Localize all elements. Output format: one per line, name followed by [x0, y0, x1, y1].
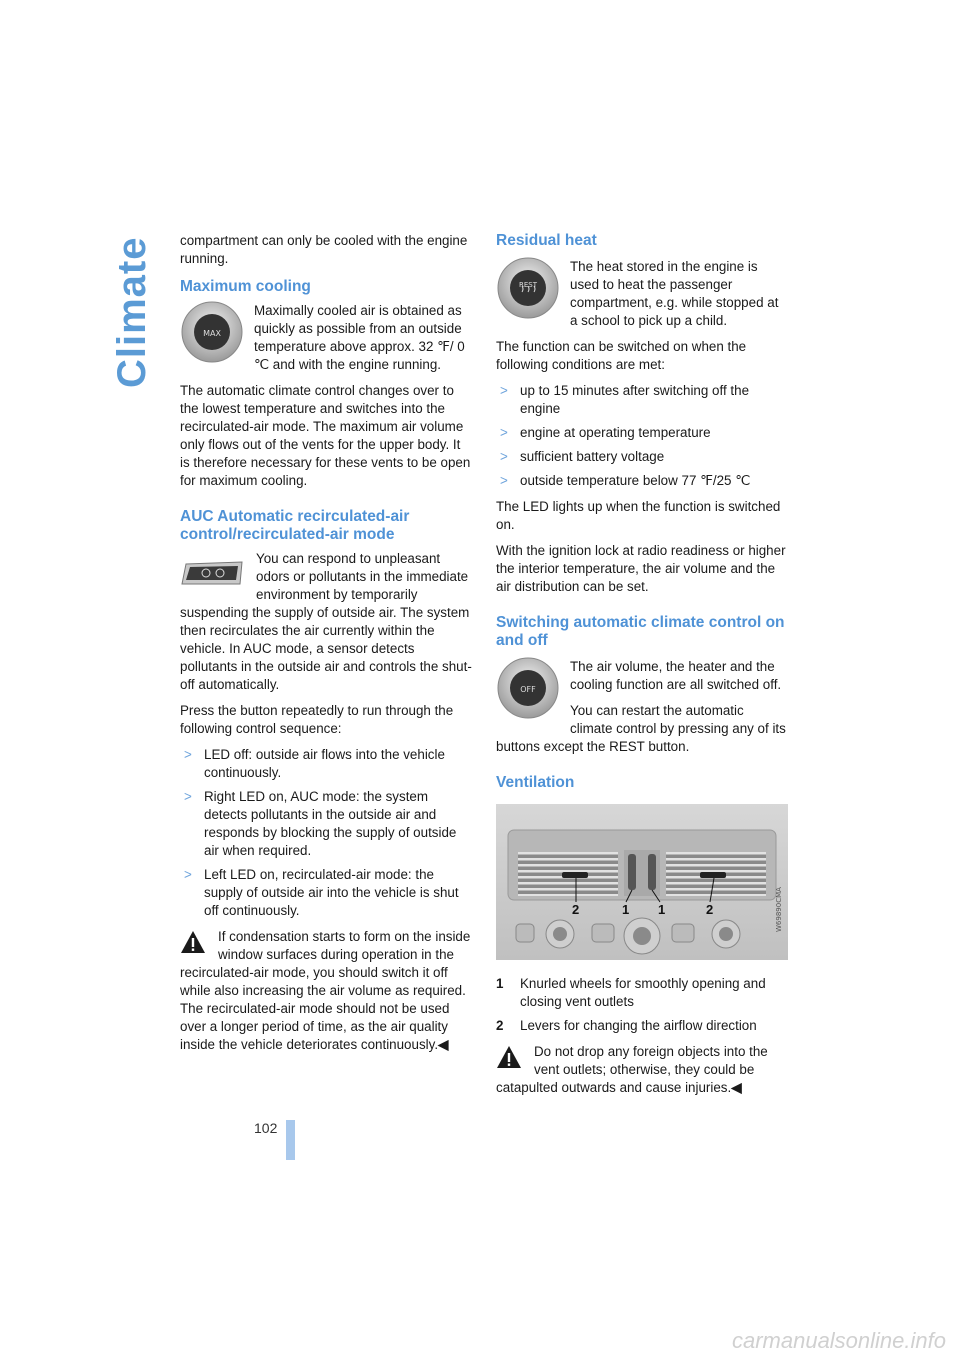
auc-button-icon: [180, 558, 246, 588]
list-item: > Right LED on, AUC mode: the system detects pollutants in the outside air and responds by blocking the supply of outside air when required.: [184, 789, 457, 858]
page-accent-bar: [286, 1120, 295, 1160]
switching-section: [496, 656, 788, 756]
auc-section: [180, 550, 472, 1054]
rest-button-label: REST: [518, 281, 538, 289]
heading-maximum-cooling: Maximum cooling: [180, 278, 311, 295]
warning-triangle-icon: [496, 1045, 522, 1069]
max-button-icon: [180, 300, 244, 364]
ventilation-legend: [496, 975, 788, 1035]
heading-ventilation: Ventilation: [496, 774, 575, 791]
callout-2-right: 2: [706, 902, 714, 917]
max-cooling-p2: The automatic climate control changes over to the lowest temperature and switches into the recirculated-air mode. The maximum air volume only flows out of the vents for the upper body. It is therefore necessary for these vents to be open for maximum cooling.: [180, 383, 471, 488]
residual-p3: The LED lights up when the function is switched on.: [496, 499, 781, 532]
switching-p1: The air volume, the heater and the cooling function are all switched off.: [570, 659, 782, 692]
left-column: [180, 232, 472, 1054]
residual-section: [496, 256, 788, 596]
list-item: > sufficient battery voltage: [500, 449, 665, 464]
max-button-label: MAX: [203, 329, 221, 338]
residual-p1: The heat stored in the engine is used to heat the passenger compartment, e.g. while stopped at a school to pick up a child.: [570, 259, 779, 328]
max-cooling-section: [180, 300, 472, 490]
right-column: [496, 232, 788, 1105]
auc-p2: Press the button repeatedly to run through the following control sequence:: [180, 703, 454, 736]
list-item: 2 Levers for changing the airflow direction: [496, 1018, 757, 1033]
list-item: > up to 15 minutes after switching off the engine: [500, 383, 750, 416]
warning-triangle-icon: [180, 930, 206, 954]
off-button-icon: [496, 656, 560, 720]
rest-button-icon: [496, 256, 560, 320]
watermark: carmanualsonline.info: [731, 1328, 946, 1353]
residual-p2: The function can be switched on when the following conditions are met:: [496, 339, 747, 372]
intro-text: compartment can only be cooled with the engine running.: [180, 233, 468, 266]
chapter-side-title: Climate: [110, 236, 154, 388]
callout-1-right: 1: [658, 902, 666, 917]
page-number: 102: [254, 1120, 278, 1136]
ventilation-warning-text: Do not drop any foreign objects into the vent outlets; otherwise, they could be catapulted outwards and cause injuries.◀: [496, 1044, 768, 1095]
list-item: > outside temperature below 77 ℉/25 ℃: [500, 473, 751, 488]
residual-conditions-list: [496, 382, 788, 490]
heading-switching: Switching automatic climate control on and off: [496, 614, 785, 649]
residual-p4: With the ignition lock at radio readiness or higher the interior temperature, the air volume and the air distribution can be set.: [496, 543, 786, 594]
ventilation-section: [496, 800, 788, 1097]
max-cooling-p1: Maximally cooled air is obtained as quickly as possible from an outside temperature above approx. 32 ℉/ 0 ℃ and with the engine running.: [254, 303, 465, 372]
heading-residual-heat: Residual heat: [496, 232, 597, 249]
heading-auc: AUC Automatic recirculated-air control/recirculated-air mode: [180, 508, 410, 543]
end-mark: ◀: [731, 1080, 742, 1095]
off-button-label: OFF: [520, 685, 536, 694]
auc-warning: [180, 928, 472, 1054]
photo-code: W69890CMA: [775, 887, 783, 932]
ventilation-warning: [496, 1043, 788, 1097]
switching-p2: You can restart the automatic climate control by pressing any of its buttons except the REST button.: [496, 703, 786, 754]
list-item: > Left LED on, recirculated-air mode: the supply of outside air into the vehicle is shut off continuously.: [184, 867, 459, 918]
list-item: > engine at operating temperature: [500, 425, 711, 440]
end-mark: ◀: [438, 1037, 449, 1052]
vent-outlets-photo: [496, 804, 788, 960]
auc-p1: You can respond to unpleasant odors or pollutants in the immediate environment by temporarily suspending the supply of outside air. The system then recirculates the air currently within the vehicle. In AUC mode, a sensor detects pollutants in the outside air and controls the shut-off automatically.: [180, 551, 472, 692]
callout-2-left: 2: [572, 902, 580, 917]
auc-warning-text: If condensation starts to form on the inside window surfaces during operation in the recirculated-air mode, you should switch it off while also increasing the air volume as required. The recirculated-air mode should not be used over a longer period of time, as the air quality inside the vehicle deteriorates continuously.◀: [180, 929, 471, 1052]
callout-1-left: 1: [622, 902, 630, 917]
list-item: > LED off: outside air flows into the vehicle continuously.: [184, 747, 445, 780]
auc-sequence-list: [180, 746, 472, 920]
list-item: 1 Knurled wheels for smoothly opening and closing vent outlets: [496, 976, 766, 1009]
